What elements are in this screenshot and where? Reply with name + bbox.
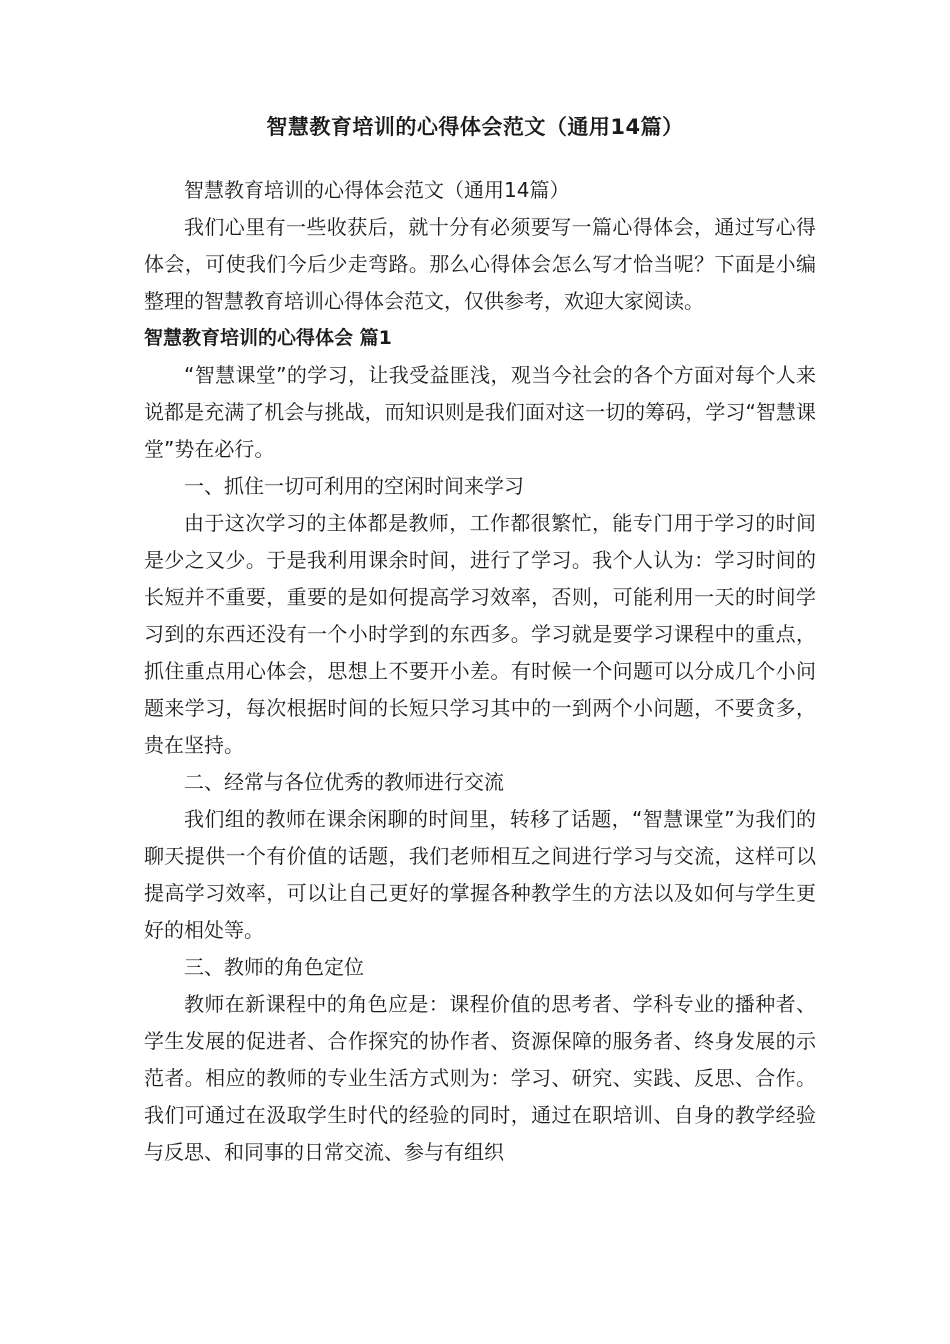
subheading-paragraph: 一、抓住一切可利用的空闲时间来学习 — [184, 474, 524, 498]
document-title: 智慧教育培训的心得体会范文（通用14篇） — [266, 115, 684, 139]
subheading-paragraph: 二、经常与各位优秀的教师进行交流 — [184, 770, 504, 794]
paragraph: 我们心里有一些收获后，就十分有必须要写一篇心得体会，通过写心得体会，可使我们今后少走弯路。那么心得体会怎么写才恰当呢？下面是小编整理的智慧教育培训心得体会范文，仅供参考，欢迎大家阅读。 — [144, 215, 816, 313]
section-heading: 智慧教育培训的心得体会 篇1 — [144, 327, 392, 349]
subheading-paragraph: 三、教师的角色定位 — [184, 955, 364, 979]
paragraph: 智慧教育培训的心得体会范文（通用14篇） — [184, 178, 570, 202]
paragraph: 由于这次学习的主体都是教师，工作都很繁忙，能专门用于学习的时间是少之又少。于是我利用课余时间，进行了学习。我个人认为：学习时间的长短并不重要，重要的是如何提高学习效率，否则，可能利用一天的时间学习到的东西还没有一个小时学到的东西多。学习就是要学习课程中的重点，抓住重点用心体会，思想上不要开小差。有时候一个问题可以分成几个小问题来学习，每次根据时间的长短只学习其中的一到两个小问题，不要贪多，贵在坚持。 — [144, 511, 816, 757]
paragraph: “智慧课堂”的学习，让我受益匪浅，观当今社会的各个方面对每个人来说都是充满了机会与挑战，而知识则是我们面对这一切的筹码，学习“智慧课堂”势在必行。 — [144, 363, 816, 461]
document-body — [144, 172, 816, 1171]
paragraph: 教师在新课程中的角色应是：课程价值的思考者、学科专业的播种者、学生发展的促进者、合作探究的协作者、资源保障的服务者、终身发展的示范者。相应的教师的专业生活方式则为：学习、研究、实践、反思、合作。我们可通过在汲取学生时代的经验的同时，通过在职培训、自身的教学经验与反思、和同事的日常交流、参与有组织 — [144, 992, 816, 1164]
paragraph: 我们组的教师在课余闲聊的时间里，转移了话题，“智慧课堂”为我们的聊天提供一个有价值的话题，我们老师相互之间进行学习与交流，这样可以提高学习效率，可以让自己更好的掌握各种教学生的方法以及如何与学生更好的相处等。 — [144, 807, 816, 942]
